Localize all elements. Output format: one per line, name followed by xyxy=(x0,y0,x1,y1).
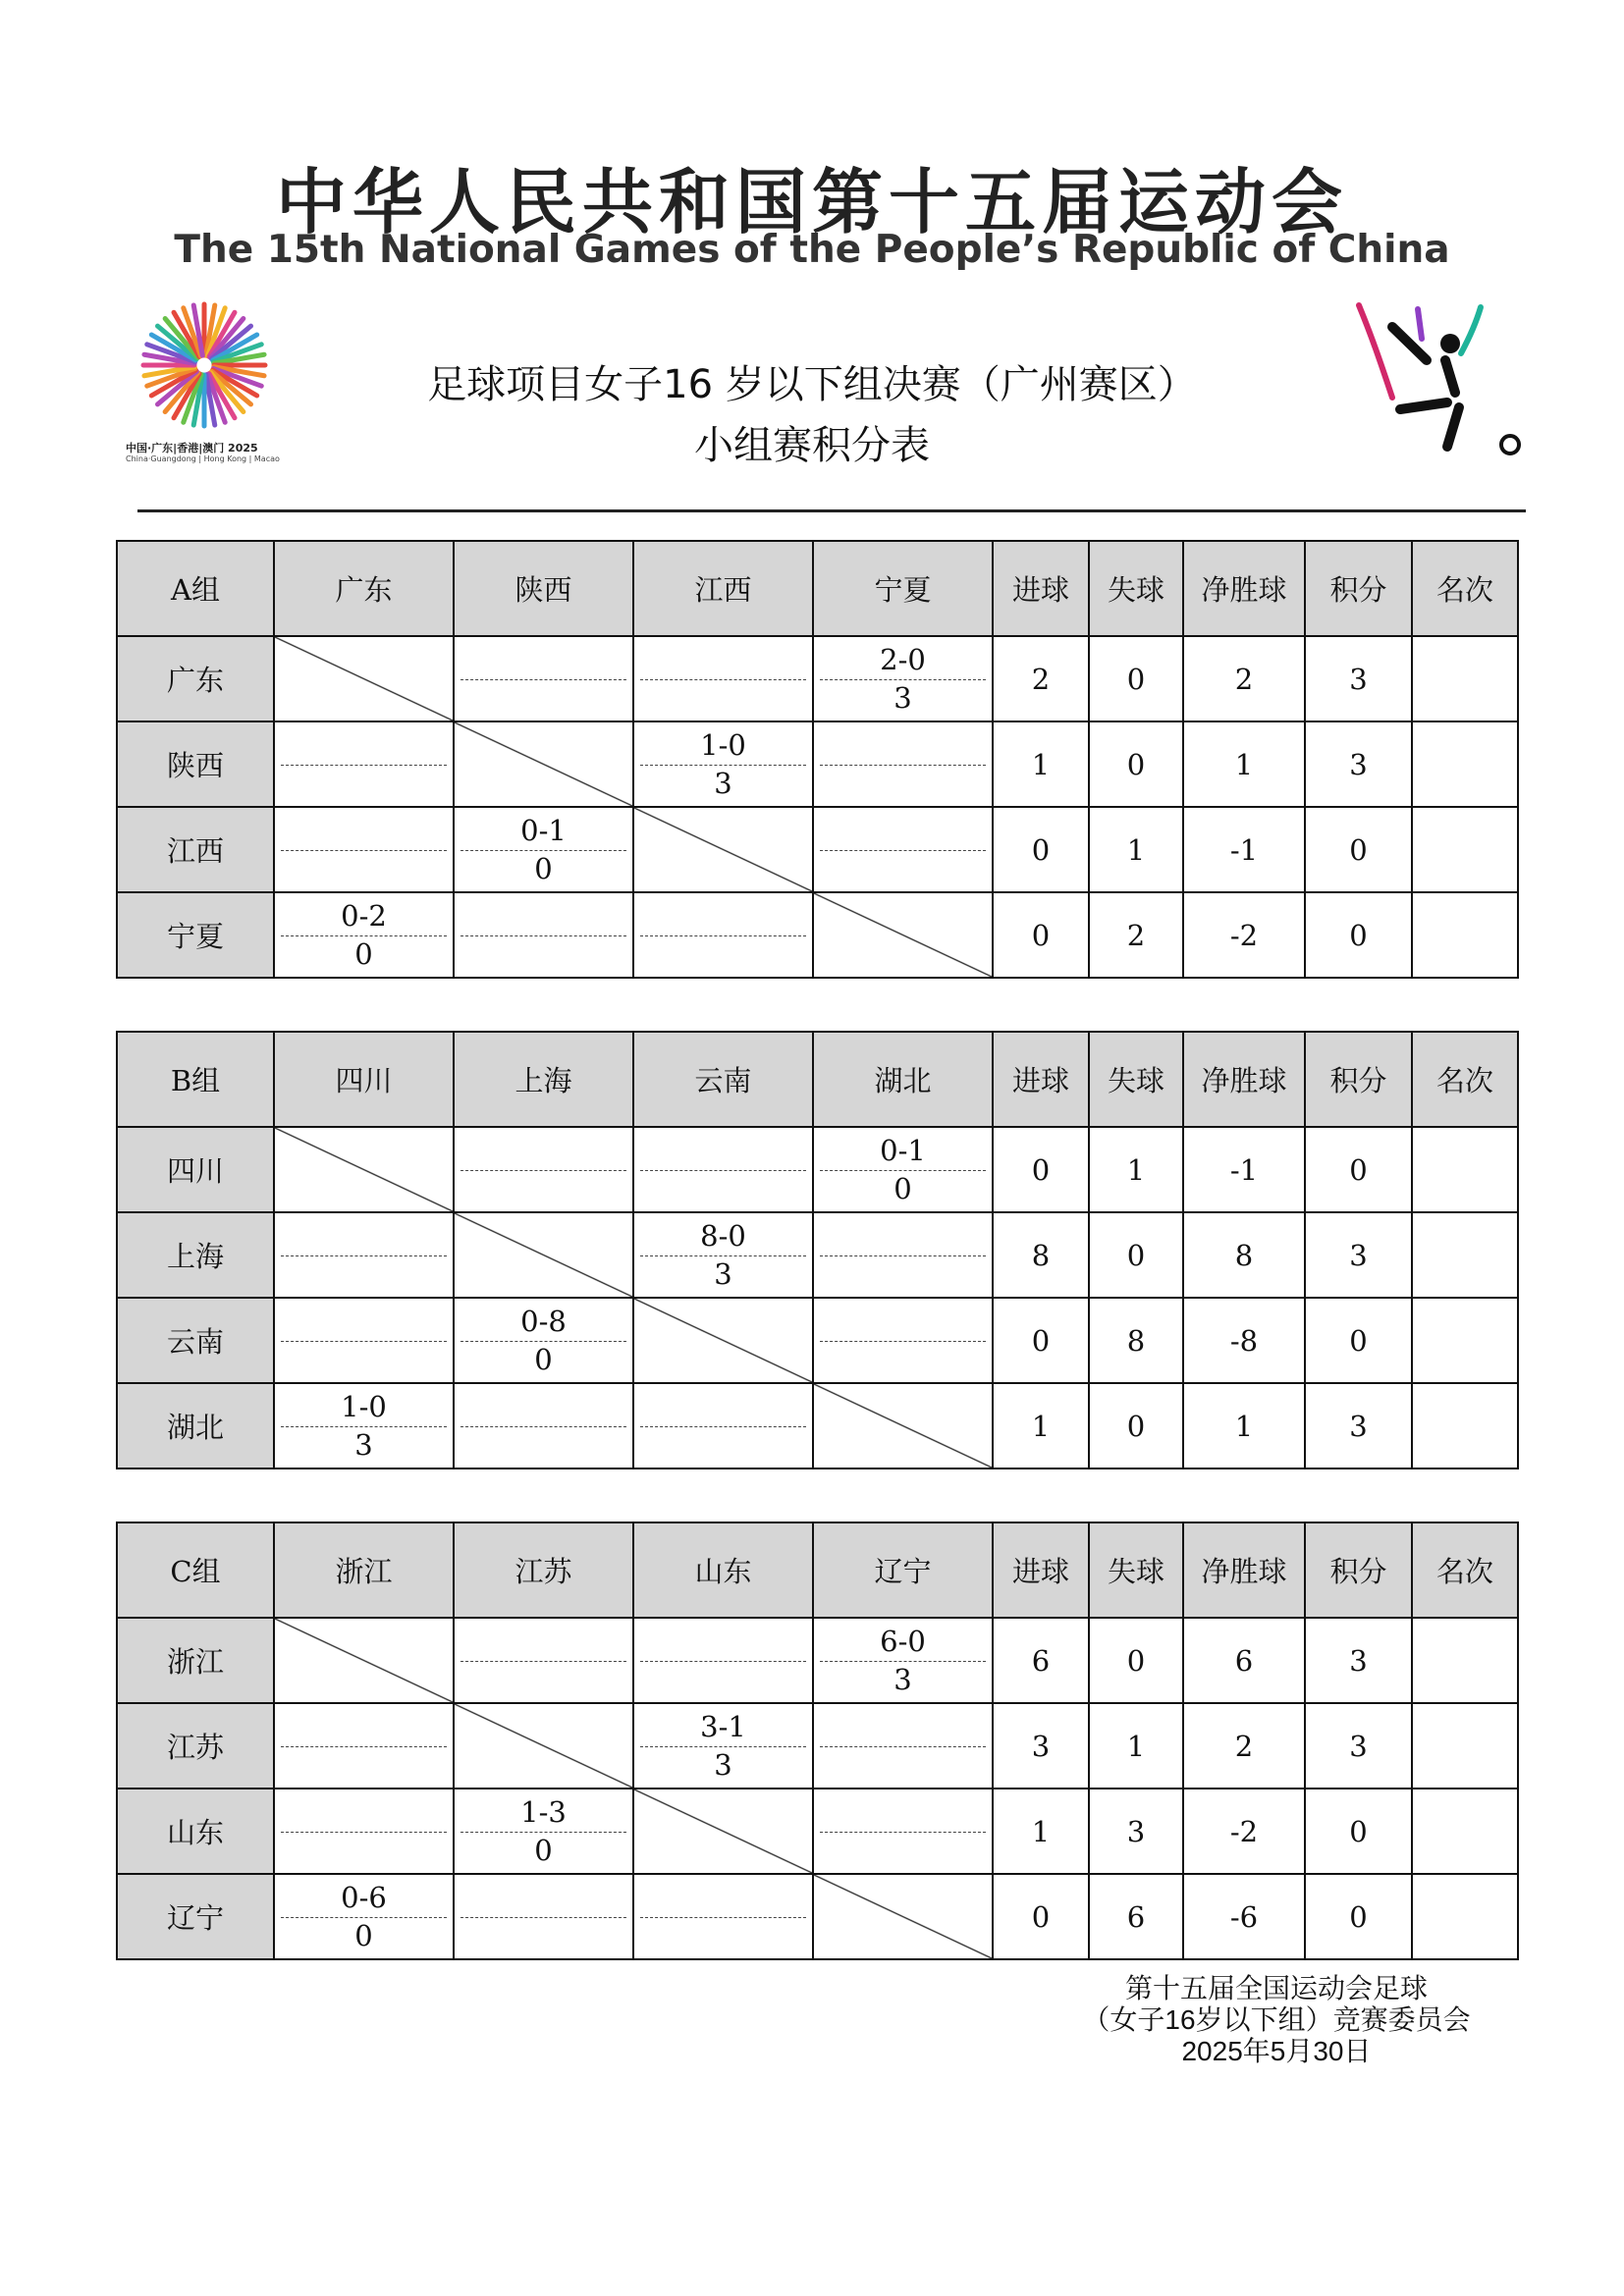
stat-pts: 0 xyxy=(1305,892,1412,978)
team-row-label: 浙江 xyxy=(117,1618,274,1703)
cell-divider xyxy=(820,1341,986,1342)
match-score: 8-0 xyxy=(700,1219,746,1253)
cell-divider xyxy=(820,1746,986,1747)
stat-gf: 0 xyxy=(993,807,1089,892)
group-standings-table xyxy=(116,540,1519,979)
stat-gd: 2 xyxy=(1183,636,1305,721)
team-row-label: 湖北 xyxy=(117,1383,274,1468)
diagonal-empty-cell xyxy=(274,636,454,721)
stat-ga: 2 xyxy=(1089,892,1183,978)
team-row-label: 上海 xyxy=(117,1212,274,1298)
match-result-cell xyxy=(274,721,454,807)
column-header-gf: 进球 xyxy=(993,1522,1089,1618)
stat-pts: 0 xyxy=(1305,1789,1412,1874)
stat-gf: 1 xyxy=(993,1789,1089,1874)
stat-gd: -8 xyxy=(1183,1298,1305,1383)
match-result-cell xyxy=(813,1703,993,1789)
stat-gf: 1 xyxy=(993,1383,1089,1468)
stat-ga: 1 xyxy=(1089,807,1183,892)
group-name-header: C组 xyxy=(117,1522,274,1618)
match-points: 3 xyxy=(893,681,912,715)
stat-gd: -1 xyxy=(1183,1127,1305,1212)
match-result-cell xyxy=(633,1212,813,1298)
stat-ga: 8 xyxy=(1089,1298,1183,1383)
stat-ga: 0 xyxy=(1089,1383,1183,1468)
diagonal-empty-cell xyxy=(813,1383,993,1468)
match-result-cell xyxy=(633,636,813,721)
team-row xyxy=(117,636,1518,721)
team-row xyxy=(117,1298,1518,1383)
column-header-pts: 积分 xyxy=(1305,541,1412,636)
cell-divider xyxy=(281,1746,447,1747)
match-score: 3-1 xyxy=(700,1710,746,1743)
match-points: 0 xyxy=(534,1834,553,1867)
stat-pts: 3 xyxy=(1305,1618,1412,1703)
cell-divider xyxy=(460,1426,626,1427)
team-row xyxy=(117,807,1518,892)
match-points: 3 xyxy=(354,1428,373,1462)
cell-divider xyxy=(281,1341,447,1342)
match-result-cell xyxy=(274,892,454,978)
match-score: 2-0 xyxy=(880,643,926,676)
column-header-ga: 失球 xyxy=(1089,541,1183,636)
header-divider xyxy=(137,509,1526,512)
column-header-rank: 名次 xyxy=(1412,1522,1518,1618)
cell-divider xyxy=(820,765,986,766)
team-row-label: 四川 xyxy=(117,1127,274,1212)
column-header-gf: 进球 xyxy=(993,541,1089,636)
group-standings-table xyxy=(116,1522,1519,1960)
table-subtitle: 小组赛积分表 xyxy=(694,423,930,468)
team-row xyxy=(117,1703,1518,1789)
stat-rank xyxy=(1412,807,1518,892)
match-score: 0-2 xyxy=(341,899,387,933)
stat-rank xyxy=(1412,636,1518,721)
stat-rank xyxy=(1412,892,1518,978)
match-result-cell xyxy=(813,1127,993,1212)
column-header-pts: 积分 xyxy=(1305,1522,1412,1618)
column-header-pts: 积分 xyxy=(1305,1032,1412,1127)
team-row xyxy=(117,1127,1518,1212)
match-points: 0 xyxy=(534,1343,553,1376)
team-column-header: 云南 xyxy=(633,1032,813,1127)
match-result-cell xyxy=(633,1703,813,1789)
stat-gd: -2 xyxy=(1183,1789,1305,1874)
match-result-cell xyxy=(813,1789,993,1874)
cell-divider xyxy=(820,1832,986,1833)
match-score: 0-1 xyxy=(520,814,567,847)
match-score: 0-8 xyxy=(520,1305,567,1338)
team-column-header: 四川 xyxy=(274,1032,454,1127)
cell-divider xyxy=(281,850,447,851)
footer-line-committee: （女子16岁以下组）竞赛委员会 xyxy=(1082,2004,1471,2035)
stat-rank xyxy=(1412,1298,1518,1383)
match-score: 0-1 xyxy=(880,1134,926,1167)
team-column-header: 广东 xyxy=(274,541,454,636)
match-score: 1-0 xyxy=(341,1390,387,1423)
match-result-cell xyxy=(274,1703,454,1789)
stat-gf: 6 xyxy=(993,1618,1089,1703)
cell-divider xyxy=(640,679,806,680)
match-points: 0 xyxy=(534,852,553,885)
column-header-gd: 净胜球 xyxy=(1183,1032,1305,1127)
stat-gd: 6 xyxy=(1183,1618,1305,1703)
team-column-header: 江西 xyxy=(633,541,813,636)
match-score: 6-0 xyxy=(880,1625,926,1658)
team-row-label: 辽宁 xyxy=(117,1874,274,1959)
match-result-cell xyxy=(274,807,454,892)
cell-divider xyxy=(640,935,806,936)
diagonal-empty-cell xyxy=(454,1212,633,1298)
footer-line-date: 2025年5月30日 xyxy=(1181,2036,1372,2066)
stat-gf: 1 xyxy=(993,721,1089,807)
column-header-gd: 净胜球 xyxy=(1183,541,1305,636)
diagonal-empty-cell xyxy=(633,807,813,892)
team-row-label: 宁夏 xyxy=(117,892,274,978)
match-points: 3 xyxy=(893,1663,912,1696)
stat-ga: 0 xyxy=(1089,1618,1183,1703)
team-row xyxy=(117,1383,1518,1468)
emblem-caption: 中国·广东|香港|澳门 2025 xyxy=(126,442,258,454)
stat-gf: 2 xyxy=(993,636,1089,721)
team-row xyxy=(117,1212,1518,1298)
stat-rank xyxy=(1412,1212,1518,1298)
match-points: 3 xyxy=(714,1257,732,1291)
match-result-cell xyxy=(813,636,993,721)
stat-gd: 1 xyxy=(1183,1383,1305,1468)
committee-signature xyxy=(982,1973,1571,2067)
cell-divider xyxy=(460,1170,626,1171)
match-result-cell xyxy=(454,1618,633,1703)
team-row-label: 广东 xyxy=(117,636,274,721)
cell-divider xyxy=(460,1917,626,1918)
column-header-rank: 名次 xyxy=(1412,541,1518,636)
team-row-label: 云南 xyxy=(117,1298,274,1383)
match-result-cell xyxy=(454,892,633,978)
team-column-header: 辽宁 xyxy=(813,1522,993,1618)
stat-rank xyxy=(1412,1703,1518,1789)
diagonal-empty-cell xyxy=(454,1703,633,1789)
team-row xyxy=(117,1874,1518,1959)
match-points: 3 xyxy=(714,1748,732,1782)
stat-rank xyxy=(1412,721,1518,807)
match-result-cell xyxy=(274,1212,454,1298)
stat-ga: 0 xyxy=(1089,1212,1183,1298)
diagonal-empty-cell xyxy=(633,1298,813,1383)
stat-rank xyxy=(1412,1383,1518,1468)
team-row-label: 江西 xyxy=(117,807,274,892)
stat-gd: -6 xyxy=(1183,1874,1305,1959)
stat-ga: 3 xyxy=(1089,1789,1183,1874)
cell-divider xyxy=(460,1661,626,1662)
stat-rank xyxy=(1412,1874,1518,1959)
stat-rank xyxy=(1412,1789,1518,1874)
match-points: 0 xyxy=(354,1919,373,1952)
match-score: 1-3 xyxy=(520,1795,567,1829)
stat-pts: 3 xyxy=(1305,1383,1412,1468)
games-title-chinese: 中华人民共和国第十五届运动会 xyxy=(275,161,1348,243)
stat-pts: 3 xyxy=(1305,1212,1412,1298)
cell-divider xyxy=(640,1917,806,1918)
stat-gd: 2 xyxy=(1183,1703,1305,1789)
footer-line-organizer: 第十五届全国运动会足球 xyxy=(1124,1973,1428,2003)
column-header-rank: 名次 xyxy=(1412,1032,1518,1127)
diagonal-empty-cell xyxy=(813,1874,993,1959)
cell-divider xyxy=(820,850,986,851)
team-row-label: 山东 xyxy=(117,1789,274,1874)
stat-gf: 8 xyxy=(993,1212,1089,1298)
team-column-header: 上海 xyxy=(454,1032,633,1127)
stat-rank xyxy=(1412,1127,1518,1212)
stat-pts: 3 xyxy=(1305,721,1412,807)
team-row xyxy=(117,721,1518,807)
match-result-cell xyxy=(813,1618,993,1703)
stat-ga: 1 xyxy=(1089,1703,1183,1789)
column-header-ga: 失球 xyxy=(1089,1522,1183,1618)
stat-gf: 0 xyxy=(993,1874,1089,1959)
match-result-cell xyxy=(454,1789,633,1874)
team-row xyxy=(117,892,1518,978)
team-row xyxy=(117,1618,1518,1703)
cell-divider xyxy=(460,679,626,680)
match-result-cell xyxy=(633,1618,813,1703)
cell-divider xyxy=(640,1426,806,1427)
emblem-caption-english: China·Guangdong | Hong Kong | Macao xyxy=(126,454,280,463)
stat-pts: 3 xyxy=(1305,636,1412,721)
cell-divider xyxy=(281,1832,447,1833)
cell-divider xyxy=(281,1255,447,1256)
match-result-cell xyxy=(274,1383,454,1468)
match-points: 0 xyxy=(893,1172,912,1205)
team-column-header: 宁夏 xyxy=(813,541,993,636)
stat-pts: 3 xyxy=(1305,1703,1412,1789)
match-result-cell xyxy=(633,892,813,978)
stat-gd: 1 xyxy=(1183,721,1305,807)
match-result-cell xyxy=(454,636,633,721)
stat-gd: -1 xyxy=(1183,807,1305,892)
match-result-cell xyxy=(454,1383,633,1468)
group-name-header: A组 xyxy=(117,541,274,636)
column-header-gd: 净胜球 xyxy=(1183,1522,1305,1618)
match-result-cell xyxy=(454,1874,633,1959)
stat-ga: 1 xyxy=(1089,1127,1183,1212)
stat-gf: 3 xyxy=(993,1703,1089,1789)
match-result-cell xyxy=(454,807,633,892)
stat-pts: 0 xyxy=(1305,807,1412,892)
diagonal-empty-cell xyxy=(274,1618,454,1703)
match-result-cell xyxy=(633,1127,813,1212)
stat-pts: 0 xyxy=(1305,1127,1412,1212)
team-column-header: 陕西 xyxy=(454,541,633,636)
match-result-cell xyxy=(813,1212,993,1298)
cell-divider xyxy=(460,935,626,936)
group-standings-table xyxy=(116,1031,1519,1469)
games-title-english: The 15th National Games of the People’s Republic of China xyxy=(174,228,1450,272)
match-result-cell xyxy=(813,721,993,807)
match-score: 0-6 xyxy=(341,1881,387,1914)
column-header-ga: 失球 xyxy=(1089,1032,1183,1127)
stat-ga: 0 xyxy=(1089,636,1183,721)
match-result-cell xyxy=(274,1298,454,1383)
team-row-label: 陕西 xyxy=(117,721,274,807)
match-points: 0 xyxy=(354,937,373,971)
column-header-gf: 进球 xyxy=(993,1032,1089,1127)
stat-rank xyxy=(1412,1618,1518,1703)
cell-divider xyxy=(640,1661,806,1662)
diagonal-empty-cell xyxy=(454,721,633,807)
match-result-cell xyxy=(274,1789,454,1874)
diagonal-empty-cell xyxy=(274,1127,454,1212)
match-points: 3 xyxy=(714,767,732,800)
match-result-cell xyxy=(274,1874,454,1959)
stat-gd: 8 xyxy=(1183,1212,1305,1298)
stat-pts: 0 xyxy=(1305,1298,1412,1383)
stat-ga: 0 xyxy=(1089,721,1183,807)
match-result-cell xyxy=(454,1298,633,1383)
cell-divider xyxy=(640,1170,806,1171)
match-result-cell xyxy=(813,807,993,892)
match-result-cell xyxy=(454,1127,633,1212)
team-column-header: 浙江 xyxy=(274,1522,454,1618)
stat-pts: 0 xyxy=(1305,1874,1412,1959)
group-name-header: B组 xyxy=(117,1032,274,1127)
team-row xyxy=(117,1789,1518,1874)
match-result-cell xyxy=(633,1383,813,1468)
team-column-header: 江苏 xyxy=(454,1522,633,1618)
team-column-header: 山东 xyxy=(633,1522,813,1618)
match-result-cell xyxy=(633,1874,813,1959)
match-result-cell xyxy=(633,721,813,807)
match-score: 1-0 xyxy=(700,728,746,762)
stat-gd: -2 xyxy=(1183,892,1305,978)
team-row-label: 江苏 xyxy=(117,1703,274,1789)
stat-ga: 6 xyxy=(1089,1874,1183,1959)
match-result-cell xyxy=(813,1298,993,1383)
cell-divider xyxy=(820,1255,986,1256)
stat-gf: 0 xyxy=(993,1298,1089,1383)
diagonal-empty-cell xyxy=(813,892,993,978)
stat-gf: 0 xyxy=(993,1127,1089,1212)
cell-divider xyxy=(281,765,447,766)
diagonal-empty-cell xyxy=(633,1789,813,1874)
stat-gf: 0 xyxy=(993,892,1089,978)
event-title: 足球项目女子16 岁以下组决赛（广州赛区） xyxy=(427,362,1197,407)
team-column-header: 湖北 xyxy=(813,1032,993,1127)
